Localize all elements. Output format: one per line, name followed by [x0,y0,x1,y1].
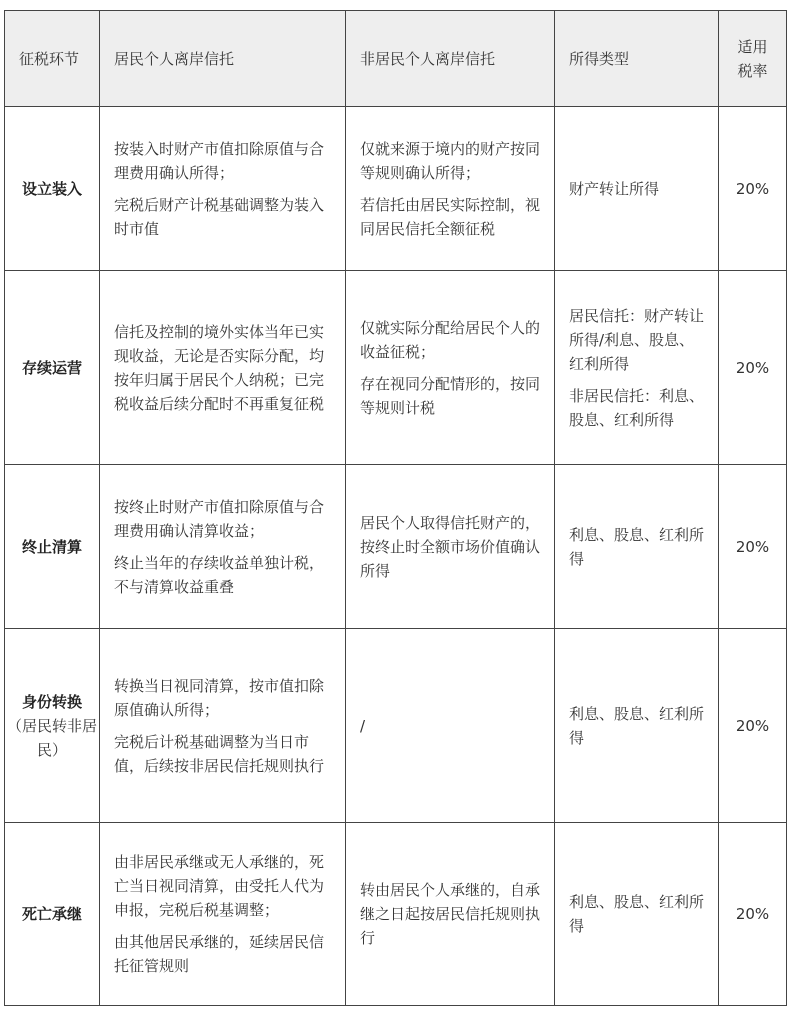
header-rate [719,11,787,107]
resident-cell [100,465,346,629]
resident-content [100,495,345,599]
stage-name: 身份转换 [21,692,82,711]
header-rate-label [719,35,786,83]
nonresident-cell [346,107,555,271]
nonresident-cell [346,271,555,465]
rate-cell [719,629,787,823]
resident-paragraph: 转换当日视同清算，按市值扣除原值确认所得； [114,676,325,719]
stage-cell [5,107,100,271]
income-type-paragraph: 利息、股息、红利所得 [569,704,705,747]
table-row [5,271,787,465]
income-type-cell [555,629,719,823]
income-type-paragraph: 居民信托：财产转让所得/利息、股息、红利所得 [569,306,705,373]
resident-cell [100,629,346,823]
rate-value: 20% [735,716,770,735]
header-stage-label: 征税环节 [19,49,80,68]
rate-value: 20% [735,537,770,556]
stage-cell [5,823,100,1006]
nonresident-paragraph: 仅就来源于境内的财产按同等规则确认所得； [360,139,541,182]
income-type-cell [555,465,719,629]
stage-note: （居民转非居民） [6,716,97,759]
nonresident-cell [346,465,555,629]
rate-value: 20% [735,905,770,923]
resident-paragraph: 信托及控制的境外实体当年已实现收益，无论是否实际分配，均按年归属于居民个人纳税；已完税收益后续分配时不再重复征税 [114,322,325,413]
stage-cell [5,271,100,465]
income-type-cell [555,823,719,1006]
income-type-paragraph: 非居民信托：利息、股息、红利所得 [569,386,705,429]
resident-content [100,137,345,241]
resident-paragraph: 由其他居民承继的，延续居民信托征管规则 [114,933,325,975]
nonresident-paragraph: 存在视同分配情形的，按同等规则计税 [360,374,541,417]
table-row [5,465,787,629]
header-row [5,11,787,107]
income-type-content [555,304,718,432]
income-type-content [555,177,718,201]
resident-content [100,850,345,978]
income-type-paragraph: 财产转让所得 [569,179,660,198]
income-type-content [555,890,718,938]
resident-cell [100,271,346,465]
nonresident-paragraph: 若信托由居民实际控制，视同居民信托全额征税 [360,195,541,238]
nonresident-content [346,714,554,738]
header-income-type-label: 所得类型 [569,49,630,68]
resident-content [100,674,345,778]
nonresident-content [346,878,554,950]
header-income-type [555,11,719,107]
nonresident-paragraph: 转由居民个人承继的，自承继之日起按居民信托规则执行 [360,881,541,947]
resident-paragraph: 按装入时财产市值扣除原值与合理费用确认所得； [114,139,325,182]
rate-value: 20% [735,179,770,198]
header-resident-label: 居民个人离岸信托 [114,49,235,68]
resident-paragraph: 完税后计税基础调整为当日市值，后续按非居民信托规则执行 [114,732,325,775]
rate-cell [719,271,787,465]
table-body [5,107,787,1006]
income-type-paragraph: 利息、股息、红利所得 [569,893,705,935]
header-resident [100,11,346,107]
table-row [5,629,787,823]
header-rate-line2: 税率 [737,61,768,80]
table-row [5,107,787,271]
stage-name: 设立装入 [21,179,82,198]
header-nonresident [346,11,555,107]
tax-table [4,10,787,1006]
income-type-content [555,523,718,571]
stage-name: 终止清算 [21,537,82,556]
stage-name: 死亡承继 [21,905,82,923]
resident-content [100,320,345,416]
header-stage [5,11,100,107]
table-header [5,11,787,107]
rate-cell [719,823,787,1006]
header-nonresident-label: 非居民个人离岸信托 [360,49,496,68]
income-type-cell [555,271,719,465]
nonresident-paragraph: / [360,716,366,735]
nonresident-content [346,316,554,420]
rate-cell [719,465,787,629]
resident-cell [100,107,346,271]
nonresident-paragraph: 居民个人取得信托财产的，按终止时全额市场价值确认所得 [360,513,541,580]
nonresident-cell [346,629,555,823]
nonresident-paragraph: 仅就实际分配给居民个人的收益征税； [360,318,541,361]
header-rate-line1: 适用 [737,37,768,56]
resident-paragraph: 按终止时财产市值扣除原值与合理费用确认清算收益； [114,497,325,540]
nonresident-cell [346,823,555,1006]
stage-name: 存续运营 [21,358,82,377]
income-type-cell [555,107,719,271]
nonresident-content [346,511,554,583]
stage-cell [5,465,100,629]
income-type-paragraph: 利息、股息、红利所得 [569,525,705,568]
resident-cell [100,823,346,1006]
stage-cell [5,629,100,823]
resident-paragraph: 由非居民承继或无人承继的，死亡当日视同清算，由受托人代为申报，完税后税基调整； [114,853,325,919]
nonresident-content [346,137,554,241]
resident-paragraph: 终止当年的存续收益单独计税，不与清算收益重叠 [114,553,325,596]
rate-cell [719,107,787,271]
resident-paragraph: 完税后财产计税基础调整为装入时市值 [114,195,325,238]
table-row [5,823,787,1006]
rate-value: 20% [735,358,770,377]
income-type-content [555,702,718,750]
